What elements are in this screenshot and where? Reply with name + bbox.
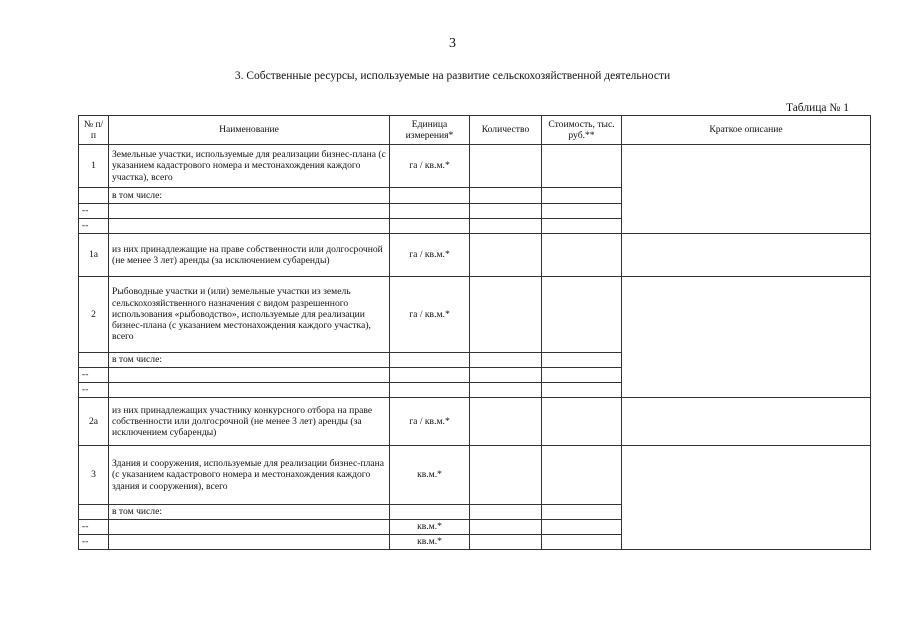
row-name: Рыбоводные участки и (или) земельные участки из земель сельскохозяйственного назначения с видом разрешенного использования «рыбоводство», используемые для реализации бизнес-плана (с указанием местонахождения каждого участка), всего xyxy=(109,277,390,353)
row-name xyxy=(109,368,390,383)
row-cost xyxy=(542,398,622,446)
row-num: -- xyxy=(79,368,109,383)
row-num xyxy=(79,353,109,368)
row-qty xyxy=(470,535,542,550)
row-name: в том числе: xyxy=(109,188,390,204)
row-qty xyxy=(470,353,542,368)
row-num: -- xyxy=(79,204,109,219)
table-row xyxy=(79,398,871,446)
row-unit xyxy=(390,383,470,398)
row-cost xyxy=(542,368,622,383)
header-num: № п/п xyxy=(79,116,109,145)
row-num: -- xyxy=(79,219,109,234)
row-unit: га / кв.м.* xyxy=(390,145,470,188)
row-cost xyxy=(542,520,622,535)
row-num xyxy=(79,505,109,520)
row-name xyxy=(109,520,390,535)
row-unit xyxy=(390,219,470,234)
row-num: -- xyxy=(79,383,109,398)
row-qty xyxy=(470,277,542,353)
row-unit: га / кв.м.* xyxy=(390,398,470,446)
row-qty xyxy=(470,188,542,204)
row-cost xyxy=(542,188,622,204)
row-num xyxy=(79,188,109,204)
row-name xyxy=(109,219,390,234)
row-qty xyxy=(470,368,542,383)
row-qty xyxy=(470,398,542,446)
row-name xyxy=(109,535,390,550)
row-cost xyxy=(542,234,622,277)
row-desc xyxy=(622,234,871,277)
row-unit xyxy=(390,204,470,219)
row-name xyxy=(109,383,390,398)
table-row xyxy=(79,234,871,277)
row-qty xyxy=(470,520,542,535)
row-unit xyxy=(390,368,470,383)
row-unit: га / кв.м.* xyxy=(390,277,470,353)
header-qty: Количество xyxy=(470,116,542,145)
row-num: 3 xyxy=(79,446,109,505)
table-row xyxy=(79,145,871,188)
row-name: Здания и сооружения, используемые для реализации бизнес-плана (с указанием кадастрового номера и местонахождения каждого здания и сооружения), всего xyxy=(109,446,390,505)
row-qty xyxy=(470,219,542,234)
row-qty xyxy=(470,204,542,219)
row-qty xyxy=(470,145,542,188)
row-desc xyxy=(622,398,871,446)
header-cost: Стоимость, тыс. руб.** xyxy=(542,116,622,145)
row-cost xyxy=(542,204,622,219)
row-name: в том числе: xyxy=(109,353,390,368)
row-cost xyxy=(542,219,622,234)
row-num: -- xyxy=(79,520,109,535)
row-num: 2 xyxy=(79,277,109,353)
row-unit xyxy=(390,353,470,368)
page-number: 3 xyxy=(449,36,456,51)
row-name: в том числе: xyxy=(109,505,390,520)
row-cost xyxy=(542,353,622,368)
row-qty xyxy=(470,383,542,398)
row-unit: га / кв.м.* xyxy=(390,234,470,277)
row-cost xyxy=(542,535,622,550)
row-name xyxy=(109,204,390,219)
row-unit: кв.м.* xyxy=(390,535,470,550)
resources-table xyxy=(78,115,871,550)
section-title: 3. Собственные ресурсы, используемые на развитие сельскохозяйственной деятельности xyxy=(234,70,671,82)
row-qty xyxy=(470,446,542,505)
row-desc xyxy=(622,145,871,234)
table-header-row xyxy=(79,116,871,145)
table-row xyxy=(79,446,871,505)
row-unit: кв.м.* xyxy=(390,520,470,535)
row-cost xyxy=(542,145,622,188)
row-num: 1а xyxy=(79,234,109,277)
row-cost xyxy=(542,277,622,353)
row-num: 2а xyxy=(79,398,109,446)
header-unit: Единица измерения* xyxy=(390,116,470,145)
row-cost xyxy=(542,505,622,520)
row-num: -- xyxy=(79,535,109,550)
header-desc: Краткое описание xyxy=(622,116,871,145)
row-cost xyxy=(542,383,622,398)
row-desc xyxy=(622,277,871,398)
table-row xyxy=(79,277,871,353)
row-name: Земельные участки, используемые для реализации бизнес-плана (с указанием кадастрового номера и местонахождения каждого участка), всего xyxy=(109,145,390,188)
header-name: Наименование xyxy=(109,116,390,145)
row-name: из них принадлежащие на праве собственности или долгосрочной (не менее 3 лет) аренды (за исключением субаренды) xyxy=(109,234,390,277)
row-num: 1 xyxy=(79,145,109,188)
row-name: из них принадлежащих участнику конкурсного отбора на праве собственности или долгосрочной (не менее 3 лет) аренды (за исключением субаренды) xyxy=(109,398,390,446)
row-qty xyxy=(470,505,542,520)
row-unit xyxy=(390,188,470,204)
row-desc xyxy=(622,446,871,550)
row-unit: кв.м.* xyxy=(390,446,470,505)
row-unit xyxy=(390,505,470,520)
row-cost xyxy=(542,446,622,505)
table-caption: Таблица № 1 xyxy=(785,102,849,114)
row-qty xyxy=(470,234,542,277)
